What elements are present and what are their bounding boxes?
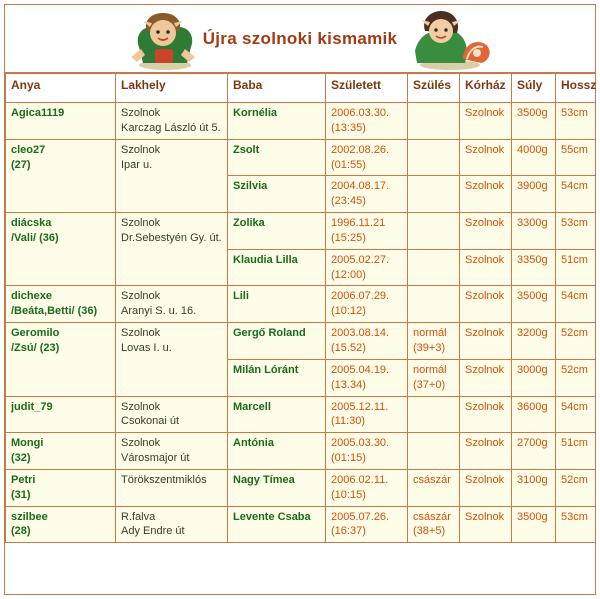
lakhely-line: Törökszentmiklós [121,473,207,486]
szuletett-date: 2004.08.17. [331,180,390,193]
szuletett-date: 2005.12.11. [331,400,389,413]
cell-hossz: 52cm [556,323,596,360]
cell-szules [408,139,460,176]
cell-baba: Gergő Roland [228,323,326,360]
column-header-szuletett: Született [326,74,408,103]
cell-suly: 3200g [512,323,556,360]
cell-hossz: 54cm [556,396,596,433]
cell-lakhely [116,433,228,470]
cell-lakhely [116,469,228,506]
cell-hossz: 51cm [556,249,596,286]
cell-baba: Klaudia Lilla [228,249,326,286]
szuletett-date: 2006.02.11. [331,473,389,486]
lakhely-line: Dr.Sebestyén Gy. út. [121,231,222,244]
anya-name: diácska [11,217,52,230]
szules-line: normál [413,363,447,376]
cell-anya [6,323,116,396]
cell-szuletett [326,176,408,213]
cell-anya [6,286,116,323]
column-header-lakhely: Lakhely [116,74,228,103]
cell-suly: 3500g [512,103,556,140]
column-header-korhaz: Kórház [460,74,512,103]
cell-szuletett [326,139,408,176]
szuletett-date: 2005.02.27. [331,253,390,266]
cell-lakhely [116,286,228,323]
anya-detail: (27) [11,158,31,171]
cell-szules [408,506,460,543]
cell-suly: 3350g [512,249,556,286]
szuletett-date: 2005.03.30. [331,437,390,450]
cell-szuletett [326,213,408,250]
cell-anya [6,506,116,543]
cell-szuletett [326,469,408,506]
cell-baba: Nagy Tímea [228,469,326,506]
cell-szuletett [326,433,408,470]
lakhely-line: Szolnok [121,143,161,156]
cell-lakhely [116,506,228,543]
cell-szuletett [326,249,408,286]
szules-line: császár [413,473,451,486]
szules-line: (39+3) [413,341,446,354]
cell-hossz: 52cm [556,359,596,396]
cell-szuletett [326,396,408,433]
cell-lakhely [116,213,228,286]
column-header-szules: Szülés [408,74,460,103]
column-header-suly: Súly [512,74,556,103]
szuletett-time: (15.52) [331,341,366,354]
cell-baba: Milán Lóránt [228,359,326,396]
szuletett-date: 1996.11.21 [331,217,386,230]
cell-suly: 3000g [512,359,556,396]
table-header-row [6,74,596,103]
cell-korhaz: Szolnok [460,213,512,250]
cell-hossz: 54cm [556,176,596,213]
cell-korhaz: Szolnok [460,323,512,360]
cell-baba: Zolika [228,213,326,250]
cell-hossz: 53cm [556,213,596,250]
cell-lakhely [116,139,228,212]
table-row [6,469,596,506]
cell-lakhely [116,323,228,396]
cell-korhaz: Szolnok [460,286,512,323]
cell-szules [408,286,460,323]
szuletett-time: (01:15) [331,452,366,465]
cell-hossz: 55cm [556,139,596,176]
cell-suly: 3500g [512,506,556,543]
lakhely-line: Szolnok [121,400,161,413]
cell-szules [408,359,460,396]
anya-name: Agica1119 [11,107,65,119]
cell-szules [408,249,460,286]
lakhely-line: Szolnok [121,290,161,303]
column-header-baba: Baba [228,74,326,103]
anya-detail: (28) [11,525,31,538]
page-header [5,5,595,73]
cell-anya [6,396,116,433]
lakhely-line: Lovas I. u. [121,341,172,354]
table-row [6,396,596,433]
cell-korhaz: Szolnok [460,249,512,286]
cell-korhaz: Szolnok [460,176,512,213]
cell-szuletett [326,506,408,543]
cell-szuletett [326,323,408,360]
elf-girl-icon [405,7,495,71]
szuletett-date: 2002.08.26. [331,143,390,156]
szuletett-time: (16:37) [331,525,366,538]
cell-korhaz: Szolnok [460,359,512,396]
anya-name: Mongi [11,437,44,450]
szules-line: császár [413,510,451,523]
table-row [6,103,596,140]
lakhely-line: Ipar u. [121,158,153,171]
szules-line: (38+5) [413,525,446,538]
lakhely-line: Szolnok [121,107,161,119]
szuletett-time: (10:15) [331,488,366,501]
anya-name: Geromilo [11,327,60,340]
cell-lakhely [116,396,228,433]
anya-detail: (32) [11,452,31,465]
cell-szuletett [326,359,408,396]
cell-hossz: 52cm [556,469,596,506]
table-row [6,139,596,176]
szuletett-time: (12:00) [331,268,366,281]
anya-detail: (31) [11,488,31,501]
anya-detail: /Beáta,Betti/ (36) [11,305,98,318]
lakhely-line: Szolnok [121,217,161,230]
cell-lakhely [116,103,228,140]
szuletett-date: 2006.03.30. [331,107,390,119]
lakhely-line: Szolnok [121,437,161,450]
cell-szules [408,323,460,360]
szuletett-time: (01:55) [331,158,366,171]
table-row [6,213,596,250]
cell-baba: Marcell [228,396,326,433]
cell-suly: 3100g [512,469,556,506]
lakhely-line: Városmajor út [121,452,190,465]
lakhely-line: R.falva [121,510,156,523]
cell-szules [408,396,460,433]
anya-name: szilbee [11,510,48,523]
anya-name: cleo27 [11,143,46,156]
cell-suly: 4000g [512,139,556,176]
cell-korhaz: Szolnok [460,506,512,543]
cell-suly: 3900g [512,176,556,213]
cell-szules [408,176,460,213]
lakhely-line: Ady Endre út [121,525,185,538]
cell-baba: Zsolt [228,139,326,176]
szules-line: normál [413,327,447,340]
table-row [6,506,596,543]
cell-baba: Szilvia [228,176,326,213]
cell-anya [6,139,116,212]
lakhely-line: Aranyi S. u. 16. [121,305,197,318]
lakhely-line: Karczag László út 5. [121,121,221,134]
szuletett-time: (13.34) [331,378,366,391]
cell-suly: 3300g [512,213,556,250]
cell-korhaz: Szolnok [460,433,512,470]
cell-suly: 3500g [512,286,556,323]
cell-szuletett [326,103,408,140]
table-row [6,433,596,470]
cell-hossz: 51cm [556,433,596,470]
kismamik-table [5,73,596,543]
cell-szules [408,213,460,250]
table-row [6,323,596,360]
szuletett-time: (11:30) [331,415,366,428]
lakhely-line: Csokonai út [121,415,180,428]
cell-korhaz: Szolnok [460,469,512,506]
content-frame [4,4,596,595]
cell-baba: Kornélia [228,103,326,140]
anya-detail: /Zsú/ (23) [11,341,60,354]
anya-name: Petri [11,473,36,486]
cell-anya [6,103,116,140]
cell-korhaz: Szolnok [460,396,512,433]
cell-szules [408,433,460,470]
column-header-hossz: Hossz [556,74,596,103]
cell-szules [408,469,460,506]
column-header-anya: Anya [6,74,116,103]
cell-szuletett [326,286,408,323]
szuletett-date: 2005.04.19. [331,363,390,376]
cell-korhaz: Szolnok [460,103,512,140]
szules-line: (37+0) [413,378,446,391]
cell-baba: Levente Csaba [228,506,326,543]
cell-suly: 3600g [512,396,556,433]
table-row [6,286,596,323]
cell-hossz: 53cm [556,506,596,543]
szuletett-date: 2005.07.26. [331,510,390,523]
szuletett-time: (23:45) [331,195,366,208]
anya-name: judit_79 [11,400,53,413]
cell-korhaz: Szolnok [460,139,512,176]
cell-suly: 2700g [512,433,556,470]
cell-baba: Antónia [228,433,326,470]
szuletett-date: 2006.07.29. [331,290,390,303]
anya-name: dichexe [11,290,52,303]
szuletett-time: (15:25) [331,231,366,244]
table-body [6,103,596,543]
anya-detail: /Vali/ (36) [11,231,59,244]
szuletett-time: (13:35) [331,121,366,134]
cell-anya [6,213,116,286]
cell-hossz: 53cm [556,103,596,140]
cell-anya [6,433,116,470]
cell-hossz: 54cm [556,286,596,323]
cell-baba: Lili [228,286,326,323]
lakhely-line: Szolnok [121,327,161,340]
cell-anya [6,469,116,506]
szuletett-time: (10:12) [331,305,366,318]
szuletett-date: 2003.08.14. [331,327,390,340]
cell-szules [408,103,460,140]
page-title: Újra szolnoki kismamik [202,29,398,48]
